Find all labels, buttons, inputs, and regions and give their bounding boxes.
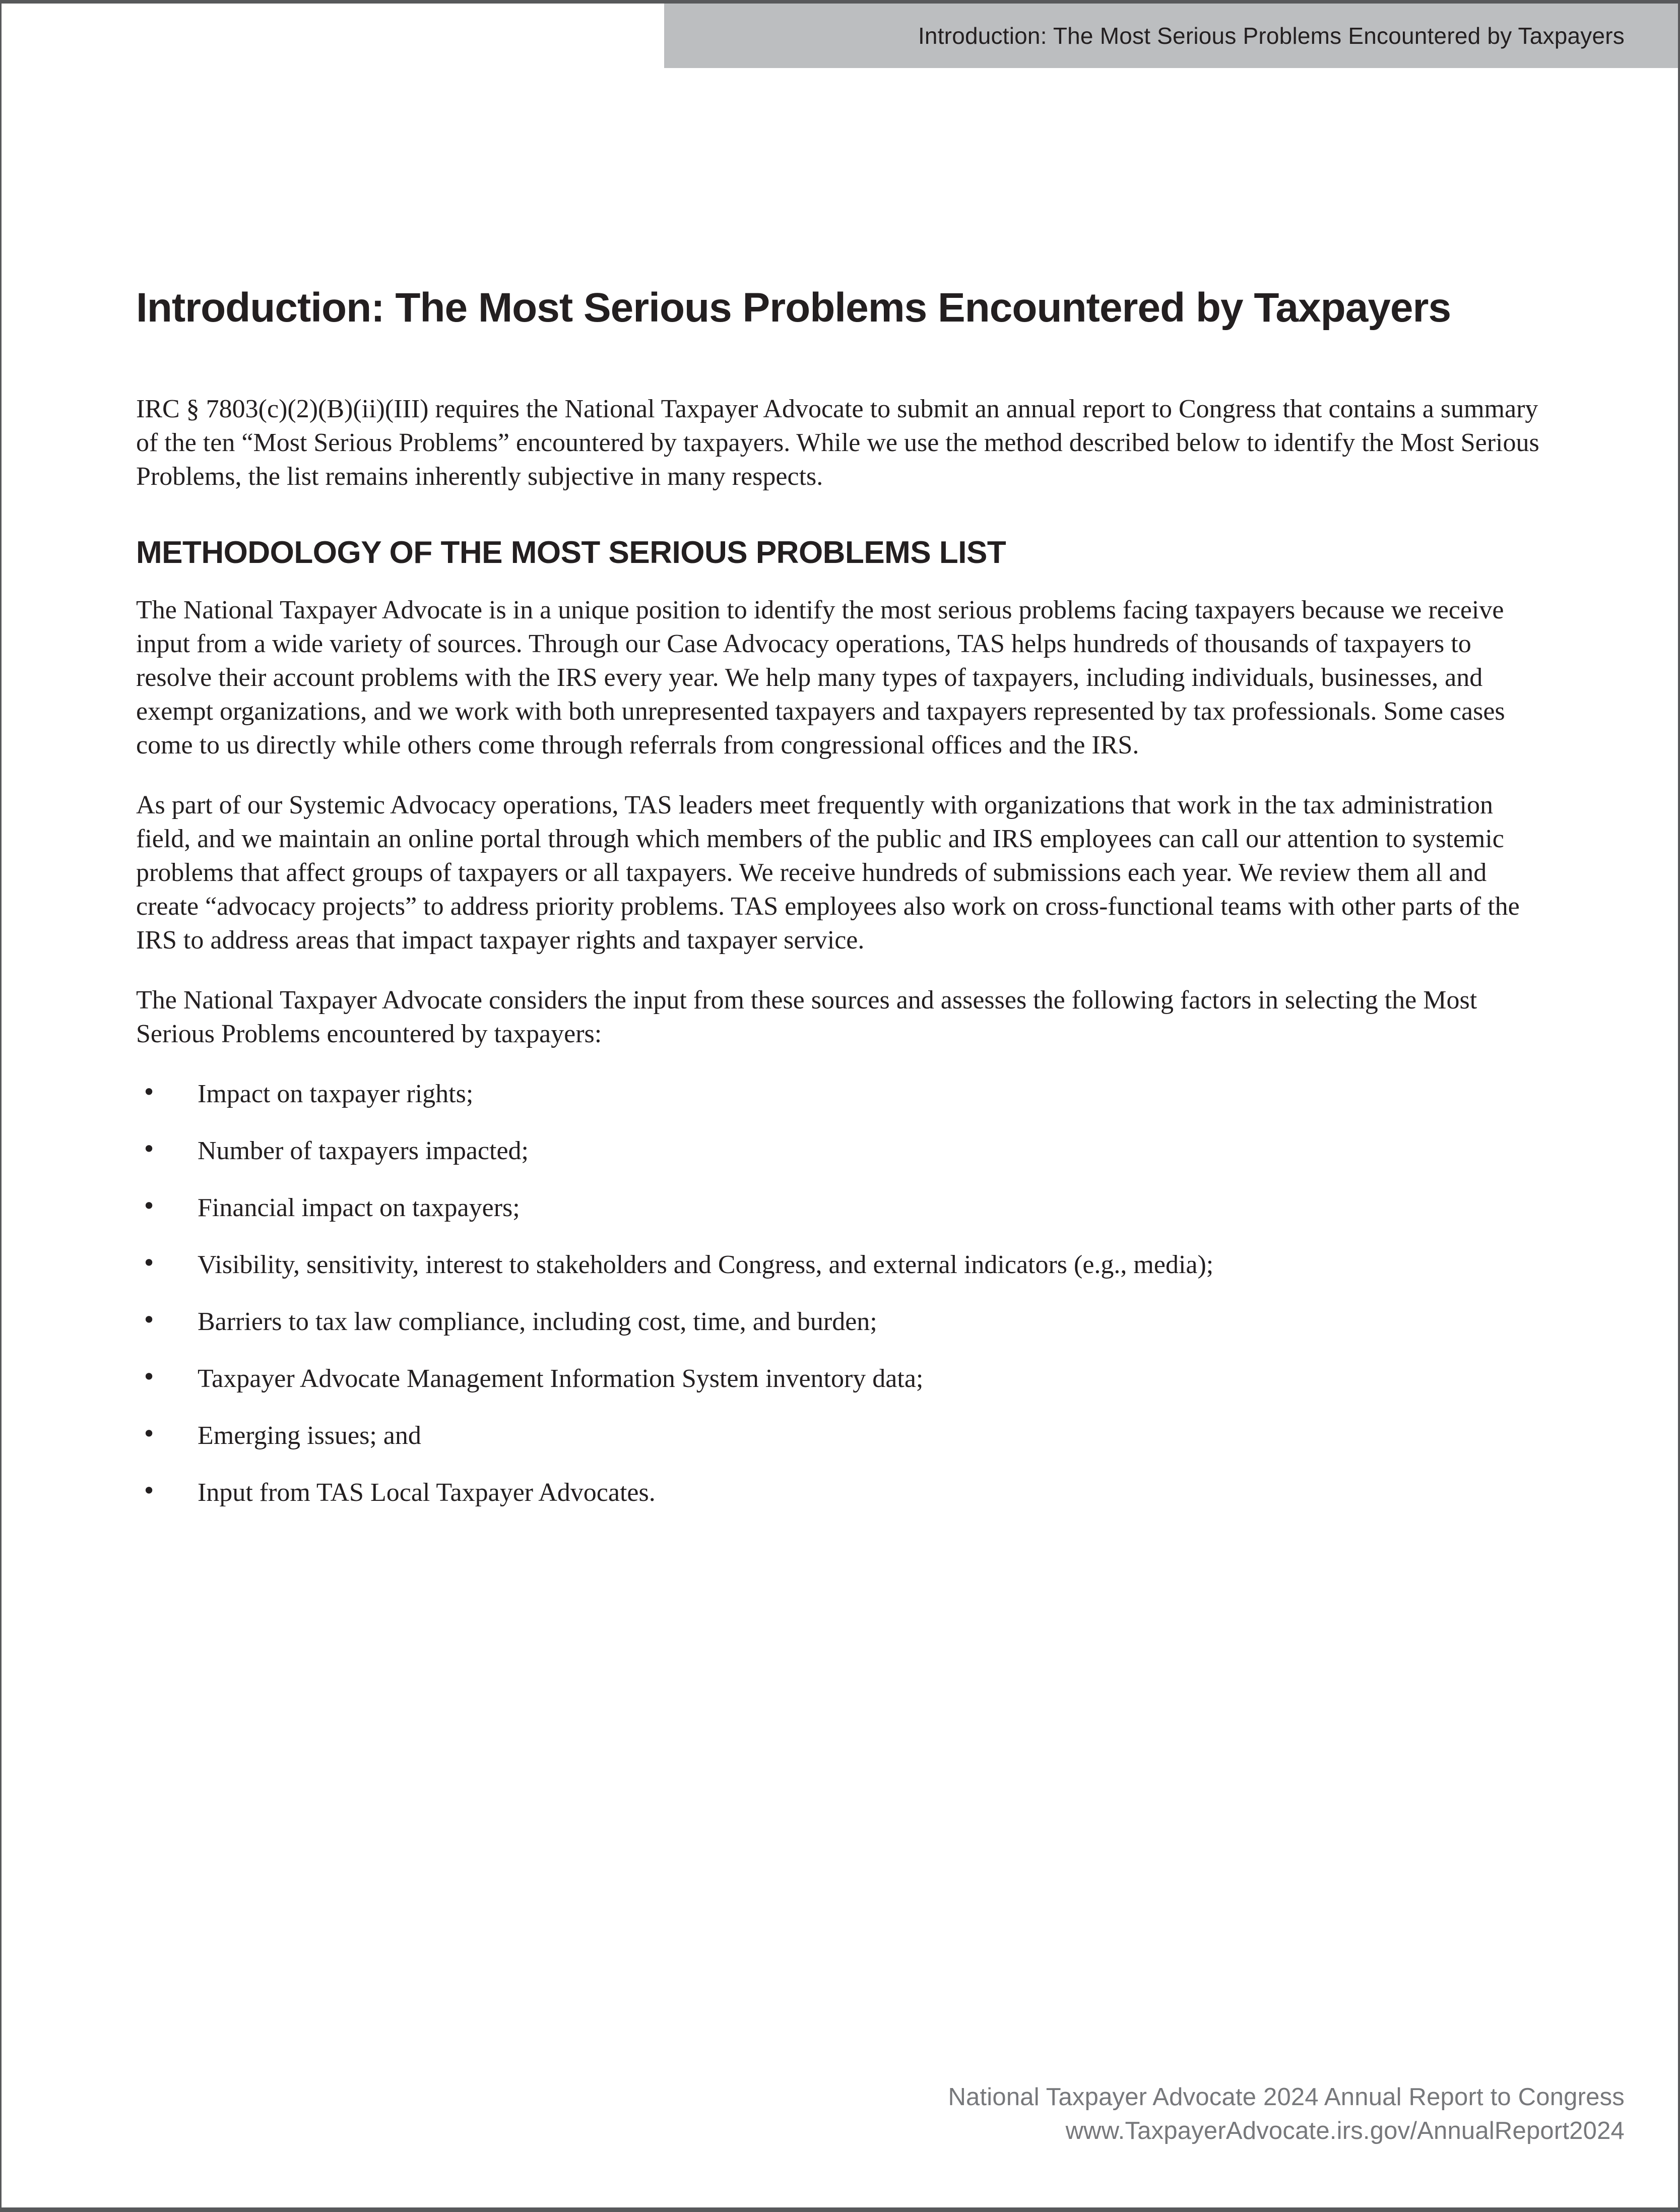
bullet-icon: • [142,1477,156,1504]
bullet-icon: • [142,1079,156,1106]
list-item [136,1134,1547,1168]
bullet-icon: • [142,1306,156,1334]
list-item-text: Financial impact on taxpayers; [198,1193,520,1222]
section-heading-methodology: METHODOLOGY OF THE MOST SERIOUS PROBLEMS LIST [136,535,1006,570]
bullet-icon: • [142,1420,156,1447]
bottom-border-strip [2,2207,1678,2212]
list-item [136,1476,1547,1509]
bullet-icon: • [142,1135,156,1163]
running-header-text: Introduction: The Most Serious Problems Encountered by Taxpayers [918,23,1625,49]
bullet-icon: • [142,1249,156,1277]
list-item [136,1419,1547,1452]
list-item [136,1248,1547,1282]
page-footer [2,2080,1678,2148]
list-item [136,1077,1547,1111]
bullet-icon: • [142,1192,156,1220]
bullet-icon: • [142,1363,156,1391]
methodology-paragraph-2: As part of our Systemic Advocacy operations, TAS leaders meet frequently with organizations that work in the tax administration field, and we maintain an online portal through which members of the public and IRS employees can call our attention to systemic problems that affect groups of taxpayers or all taxpayers. We receive hundreds of submissions each year. We review them all and create “advocacy projects” to address priority problems. TAS employees also work on cross-functional teams with other parts of the IRS to address areas that impact taxpayer rights and taxpayer service. [136,791,1520,955]
intro-paragraph: IRC § 7803(c)(2)(B)(ii)(III) requires the National Taxpayer Advocate to submit an annual report to Congress that contains a summary of the ten “Most Serious Problems” encountered by taxpayers. While we use the method described below to identify the Most Serious Problems, the list remains inherently subjective in many respects. [136,395,1539,491]
list-item [136,1362,1547,1396]
methodology-paragraph-3: The National Taxpayer Advocate considers the input from these sources and assesses the following factors in selecting the Most Serious Problems encountered by taxpayers: [136,986,1477,1048]
list-item-text: Barriers to tax law compliance, including cost, time, and burden; [198,1307,877,1336]
list-item-text: Input from TAS Local Taxpayer Advocates. [198,1478,656,1507]
page-title: Introduction: The Most Serious Problems Encountered by Taxpayers [136,285,1451,331]
list-item-text: Taxpayer Advocate Management Information System inventory data; [198,1364,924,1393]
list-item-text: Number of taxpayers impacted; [198,1136,529,1165]
list-item-text: Visibility, sensitivity, interest to stakeholders and Congress, and external indicators (e.g., media); [198,1250,1214,1279]
list-item [136,1191,1547,1225]
selection-factors-list [136,1077,1547,1509]
methodology-paragraph-1: The National Taxpayer Advocate is in a unique position to identify the most serious problems facing taxpayers because we receive input from a wide variety of sources. Through our Case Advocacy operations, TAS helps hundreds of thousands of taxpayers to resolve their account problems with the IRS every year. We help many types of taxpayers, including individuals, businesses, and exempt organizations, and we work with both unrepresented taxpayers and taxpayers represented by tax professionals. Some cases come to us directly while others come through referrals from congressional offices and the IRS. [136,596,1505,760]
list-item-text: Impact on taxpayer rights; [198,1080,474,1108]
page-content [136,0,1547,1533]
footer-report-title: National Taxpayer Advocate 2024 Annual Report to Congress [948,2083,1625,2111]
footer-url-link[interactable]: www.TaxpayerAdvocate.irs.gov/AnnualReport2024 [1065,2117,1625,2144]
list-item-text: Emerging issues; and [198,1421,421,1450]
list-item [136,1305,1547,1339]
